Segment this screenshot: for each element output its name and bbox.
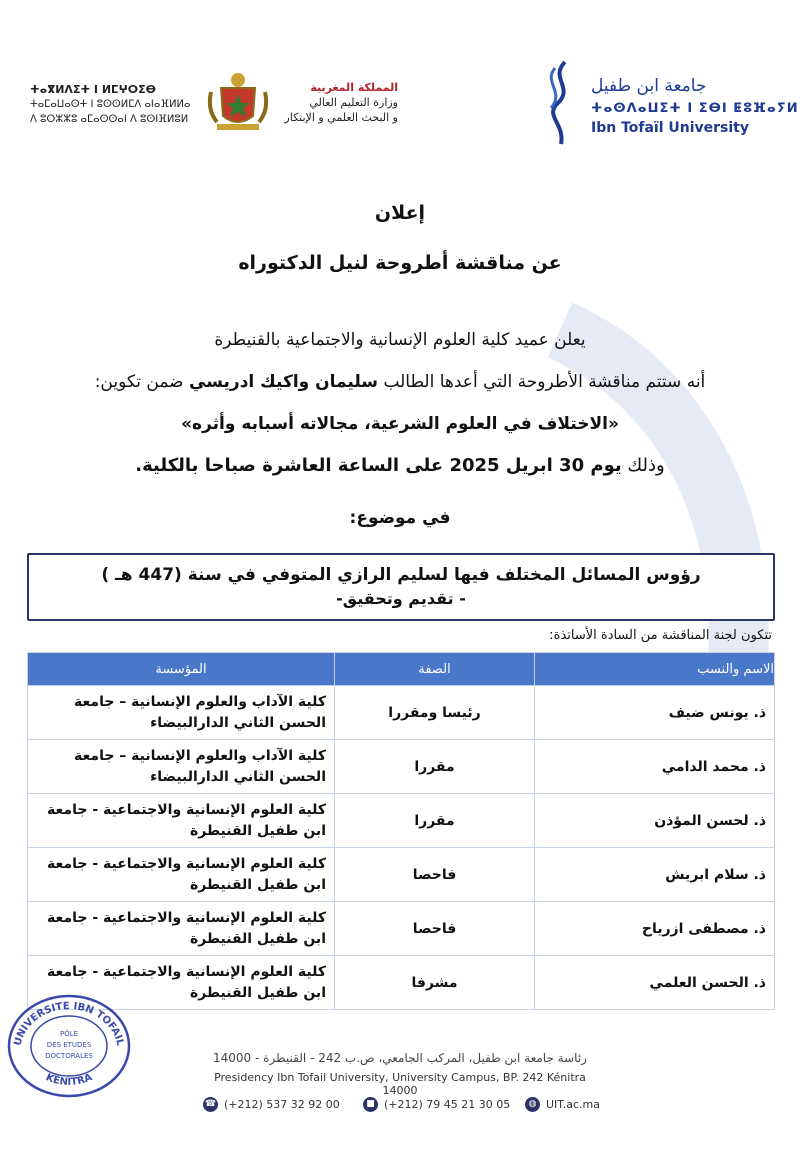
announcement-title: إعلان	[374, 202, 426, 224]
member-role: مقررا	[335, 740, 535, 794]
member-role: فاحصا	[335, 902, 535, 956]
fax-number: (+212) 79 45 21 30 05	[384, 1098, 511, 1111]
university-logo	[535, 58, 799, 148]
member-name: ذ. يونس ضيف	[535, 686, 775, 740]
member-role: مشرفا	[335, 956, 535, 1010]
table-row	[28, 956, 775, 1010]
date-pre: وذلك	[627, 455, 665, 476]
topic-label: في موضوع:	[349, 508, 451, 528]
header-institution: المؤسسة	[28, 653, 335, 686]
globe-icon: ◍	[525, 1097, 540, 1112]
university-mark-icon	[535, 58, 587, 148]
member-name: ذ. سلام ابريش	[535, 848, 775, 902]
kingdom-emblem-icon	[203, 66, 273, 136]
phone-number: (+212) 537 32 92 00	[224, 1098, 340, 1111]
website-url: UIT.ac.ma	[546, 1098, 600, 1111]
member-name: ذ. الحسن العلمي	[535, 956, 775, 1010]
defense-date-line	[80, 455, 720, 476]
university-name-ar: جامعة ابن طفيل	[591, 76, 707, 96]
phone-icon: ☎	[203, 1097, 218, 1112]
member-name: ذ. محمد الدامي	[535, 740, 775, 794]
student-line-post: ضمن تكوين:	[94, 372, 184, 392]
footer-website	[525, 1097, 600, 1112]
member-institution: كلية الآداب والعلوم الإنسانية – جامعة الحسن الثاني الدارالبيضاء	[28, 686, 335, 740]
member-name: ذ. مصطفى ازرياح	[535, 902, 775, 956]
program-name: «الاختلاف في العلوم الشرعية، مجالاته أسبابه وأثره»	[181, 414, 619, 434]
footer-address-ar: رئاسة جامعة ابن طفيل، المركب الجامعي، ص.ب 242 - القنيطرة - 14000	[213, 1051, 587, 1065]
student-line-pre: أنه ستتم مناقشة الأطروحة التي أعدها الطالب	[383, 372, 706, 392]
header-name: الاسم والنسب	[535, 653, 775, 686]
defense-date: يوم 30 ابريل 2025 على الساعة العاشرة صباحا بالكلية.	[135, 455, 622, 476]
member-institution: كلية العلوم الإنسانية والاجتماعية - جامعة ابن طفيل القنيطرة	[28, 848, 335, 902]
table-row	[28, 902, 775, 956]
member-role: فاحصا	[335, 848, 535, 902]
committee-table	[27, 652, 775, 1010]
member-role: رئيسا ومقررا	[335, 686, 535, 740]
footer-address-en: Presidency Ibn Tofail University, University Campus, BP. 242 Kénitra 14000	[214, 1071, 586, 1097]
fax-icon: ■	[363, 1097, 378, 1112]
ministry-line-2: وزارة التعليم العالي	[309, 96, 398, 109]
table-row	[28, 740, 775, 794]
table-row	[28, 686, 775, 740]
university-name-tifinagh: ⵜⴰⵙⴷⴰⵡⵉⵜ ⵏ ⵉⴱⵏ ⵟⵓⴼⴰⵢⵍ	[591, 101, 799, 116]
svg-text:KENITRA	[44, 1072, 94, 1088]
kingdom-label: المملكة المغربية	[310, 81, 398, 94]
doctoral-studies-seal-icon	[4, 990, 134, 1098]
header-role: الصفة	[335, 653, 535, 686]
footer-fax	[363, 1097, 510, 1112]
member-institution: كلية الآداب والعلوم الإنسانية – جامعة الحسن الثاني الدارالبيضاء	[28, 740, 335, 794]
ministry-line-3: و البحث العلمي و الإبتكار	[284, 111, 398, 124]
committee-intro: تتكون لجنة المناقشة من السادة الأساتذة:	[549, 628, 772, 643]
ministry-tif-line-2: ⵜⴰⵎⴰⵡⴰⵙⵜ ⵏ ⵓⵙⵙⵍⵎⴷ ⴰⵏⴰⴼⵍⵍⴰ	[30, 99, 191, 110]
announcement-student-line	[80, 372, 720, 392]
ministry-name-tifinagh	[30, 82, 200, 127]
table-row	[28, 848, 775, 902]
student-name: سليمان واكيك ادريسي	[189, 372, 379, 392]
member-name: ذ. لحسن المؤذن	[535, 794, 775, 848]
member-role: مقررا	[335, 794, 535, 848]
member-institution: كلية العلوم الإنسانية والاجتماعية - جامعة ابن طفيل القنيطرة	[28, 956, 335, 1010]
thesis-subject-title: رؤوس المسائل المختلف فيها لسليم الرازي المتوفي في سنة (447 هـ )	[101, 565, 701, 585]
seal-center-line-1: PÔLE	[59, 1030, 79, 1038]
seal-center-line-3: DOCTORALES	[45, 1052, 93, 1060]
thesis-subject-subtitle: - تقديم وتحقيق-	[336, 589, 466, 608]
seal-center-line-2: DES ETUDES	[46, 1041, 92, 1049]
announcement-subtitle: عن مناقشة أطروحة لنيل الدكتوراه	[238, 252, 562, 274]
ministry-tif-line-3: ⴷ ⵓⵔⵣⵣⵓ ⴰⵎⴰⵙⵙⴰⵏ ⴷ ⵓⵙⵏⴼⵍⵓⵍ	[30, 114, 189, 125]
seal-ring-text: UNIVERSITE IBN TOFAIL	[12, 1000, 126, 1047]
university-name-en: Ibn Tofaïl University	[591, 120, 749, 136]
table-row	[28, 794, 775, 848]
footer-phone	[203, 1097, 340, 1112]
thesis-subject-box	[27, 553, 775, 621]
announcement-intro: يعلن عميد كلية العلوم الإنسانية والاجتماعية بالقنيطرة	[214, 330, 586, 350]
seal-bottom-text: KENITRA	[44, 1072, 94, 1089]
member-institution: كلية العلوم الإنسانية والاجتماعية - جامعة ابن طفيل القنيطرة	[28, 794, 335, 848]
table-header-row	[28, 653, 775, 686]
ministry-tif-line-1: ⵜⴰⴳⵍⴷⵉⵜ ⵏ ⵍⵎⵖⵔⵉⴱ	[30, 83, 157, 96]
member-institution: كلية العلوم الإنسانية والاجتماعية - جامعة ابن طفيل القنيطرة	[28, 902, 335, 956]
